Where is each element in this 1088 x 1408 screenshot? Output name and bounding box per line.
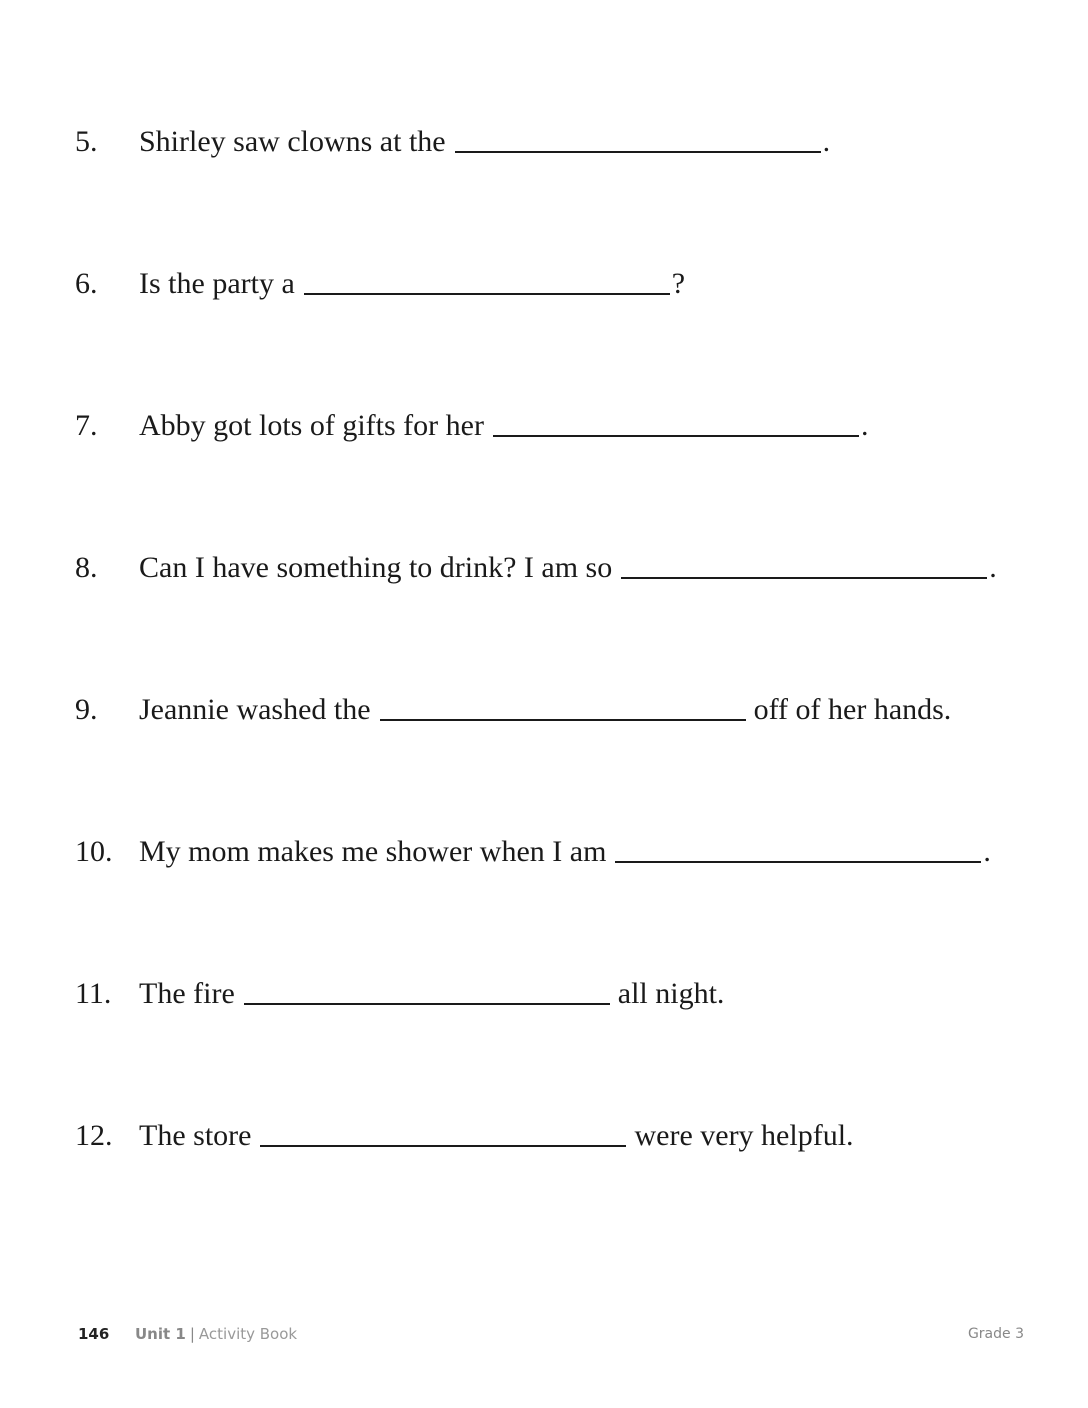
- sentence-end: off of her hands.: [753, 693, 952, 726]
- answer-blank[interactable]: [615, 831, 981, 863]
- sentence-end: .: [983, 835, 991, 868]
- footer-separator: |: [189, 1325, 195, 1343]
- question-7: [0, 401, 1088, 451]
- question-sentence: [139, 685, 951, 735]
- sentence-end: ?: [671, 267, 686, 300]
- sentence-end: were very helpful.: [634, 1119, 854, 1152]
- footer-unit-info: [135, 1322, 297, 1346]
- question-number: 12.: [75, 1119, 113, 1152]
- sentence-start: The fire: [139, 977, 235, 1010]
- sentence-start: Shirley saw clowns at the: [139, 125, 446, 158]
- question-sentence: [139, 969, 724, 1019]
- question-sentence: [139, 117, 830, 167]
- question-number: 5.: [75, 125, 98, 158]
- question-number: 6.: [75, 267, 98, 300]
- sentence-end: .: [822, 125, 831, 158]
- answer-blank[interactable]: [455, 121, 821, 153]
- answer-blank[interactable]: [380, 689, 746, 721]
- answer-blank[interactable]: [260, 1115, 626, 1147]
- question-number: 10.: [75, 835, 113, 868]
- sentence-start: Abby got lots of gifts for her: [139, 409, 484, 442]
- sentence-end: all night.: [617, 977, 725, 1010]
- sentence-end: .: [860, 409, 869, 442]
- question-sentence: [139, 259, 685, 309]
- question-12: [0, 1111, 1088, 1161]
- question-11: [0, 969, 1088, 1019]
- grade-label: Grade 3: [967, 1326, 1024, 1342]
- sentence-start: The store: [139, 1119, 252, 1152]
- question-6: [0, 259, 1088, 309]
- answer-blank[interactable]: [493, 405, 859, 437]
- unit-label: Unit 1: [135, 1325, 186, 1343]
- question-5: [0, 117, 1088, 167]
- question-number: 11.: [75, 977, 112, 1010]
- sentence-start: Jeannie washed the: [139, 693, 371, 726]
- answer-blank[interactable]: [244, 973, 610, 1005]
- page-footer: [0, 1322, 1088, 1346]
- question-sentence: [139, 401, 868, 451]
- question-9: [0, 685, 1088, 735]
- question-sentence: [139, 1111, 854, 1161]
- question-sentence: [139, 543, 997, 593]
- question-number: 8.: [75, 551, 98, 584]
- sentence-start: Can I have something to drink? I am so: [139, 551, 613, 584]
- answer-blank[interactable]: [621, 547, 987, 579]
- answer-blank[interactable]: [304, 263, 670, 295]
- question-number: 7.: [75, 409, 98, 442]
- question-10: [0, 827, 1088, 877]
- sentence-start: My mom makes me shower when I am: [139, 835, 607, 868]
- sentence-start: Is the party a: [139, 267, 295, 300]
- book-title: Activity Book: [198, 1325, 298, 1343]
- question-sentence: [139, 827, 991, 877]
- page-number: 146: [78, 1325, 110, 1343]
- question-8: [0, 543, 1088, 593]
- sentence-end: .: [989, 551, 997, 584]
- question-number: 9.: [75, 693, 98, 726]
